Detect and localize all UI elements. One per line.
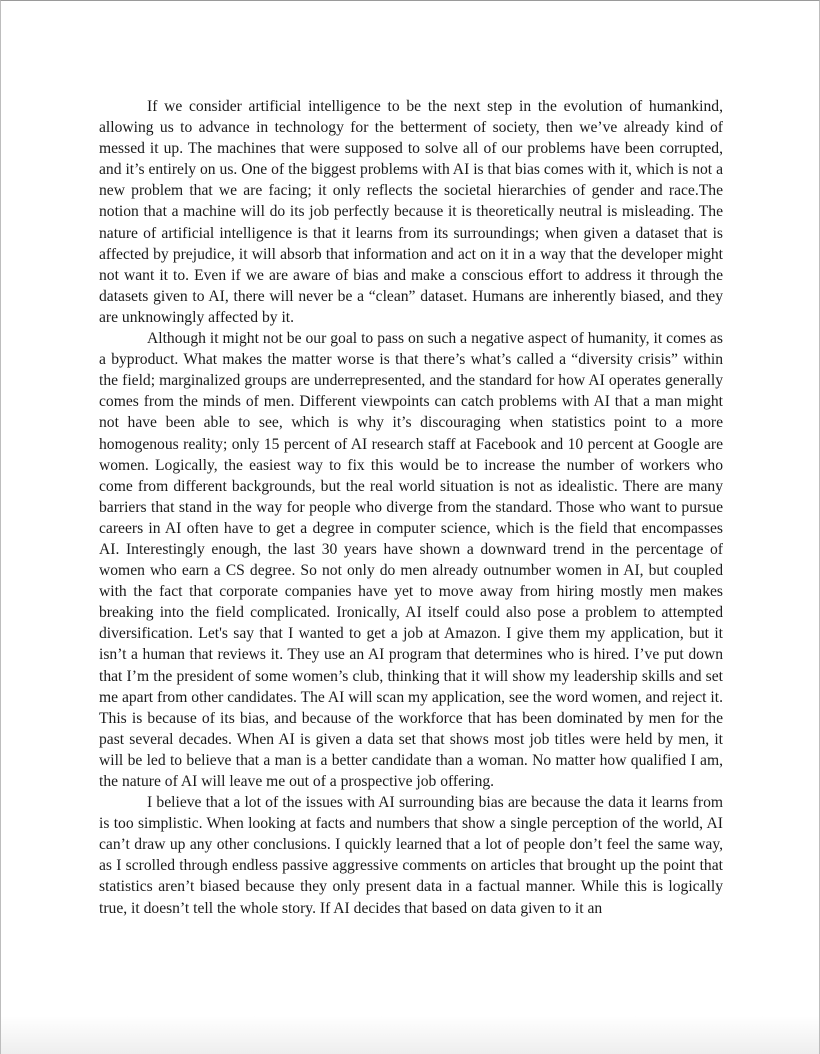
paragraph-1: If we consider artificial intelligence to be the next step in the evolution of humankind, allowing us to advance in technology for the betterment of society, then we’ve already kind of messed it up. The machines that were supposed to solve all of our problems have been corrupted, and it’s entirely on us. One of the biggest problems with AI is that bias comes with it, which is not a new problem that we are facing; it only reflects the societal hierarchies of gender and race.The notion that a machine will do its job perfectly because it is theoretically neutral is misleading. The nature of artificial intelligence is that it learns from its surroundings; when given a dataset that is affected by prejudice, it will absorb that information and act on it in a way that the developer might not want it to. Even if we are aware of bias and make a conscious effort to address it through the datasets given to AI, there will never be a “clean” dataset. Humans are inherently biased, and they are unknowingly affected by it. [99, 98, 723, 326]
paragraph-2: Although it might not be our goal to pass on such a negative aspect of humanity, it comes as a byproduct. What makes the matter worse is that there’s what’s called a “diversity crisis” within the field; marginalized groups are underrepresented, and the standard for how AI operates generally comes from the minds of men. Different viewpoints can catch problems with AI that a man might not have been able to see, which is why it’s discouraging when statistics point to a more homogenous reality; only 15 percent of AI research staff at Facebook and 10 percent at Google are women. Logically, the easiest way to fix this would be to increase the number of workers who come from different backgrounds, but the real world situation is not as idealistic. There are many barriers that stand in the way for people who diverge from the standard. Those who want to pursue careers in AI often have to get a degree in computer science, which is the field that encompasses AI. Interestingly enough, the last 30 years have shown a downward trend in the percentage of women who earn a CS degree. So not only do men already outnumber women in AI, but coupled with the fact that corporate companies have yet to move away from hiring mostly men makes breaking into the field complicated. Ironically, AI itself could also pose a problem to attempted diversification. Let's say that I wanted to get a job at Amazon. I give them my application, but it isn’t a human that reviews it. They use an AI program that determines who is hired. I’ve put down that I’m the president of some women’s club, thinking that it will show my leadership skills and set me apart from other candidates. The AI will scan my application, see the word women, and reject it. This is because of its bias, and because of the workforce that has been dominated by men for the past several decades. When AI is given a data set that shows most job titles were held by men, it will be led to believe that a man is a better candidate than a woman. No matter how qualified I am, the nature of AI will leave me out of a prospective job offering. [99, 330, 723, 790]
paragraph-3: I believe that a lot of the issues with AI surrounding bias are because the data it learns from is too simplistic. When looking at facts and numbers that show a single perception of the world, AI can’t draw up any other conclusions. I quickly learned that a lot of people don’t feel the same way, as I scrolled through endless passive aggressive comments on articles that brought up the point that statistics aren’t biased because they only present data in a factual manner. While this is logically true, it doesn’t tell the whole story. If AI decides that based on data given to it an [99, 794, 723, 917]
document-body [99, 96, 723, 919]
page-bottom-edge [1, 1016, 819, 1054]
